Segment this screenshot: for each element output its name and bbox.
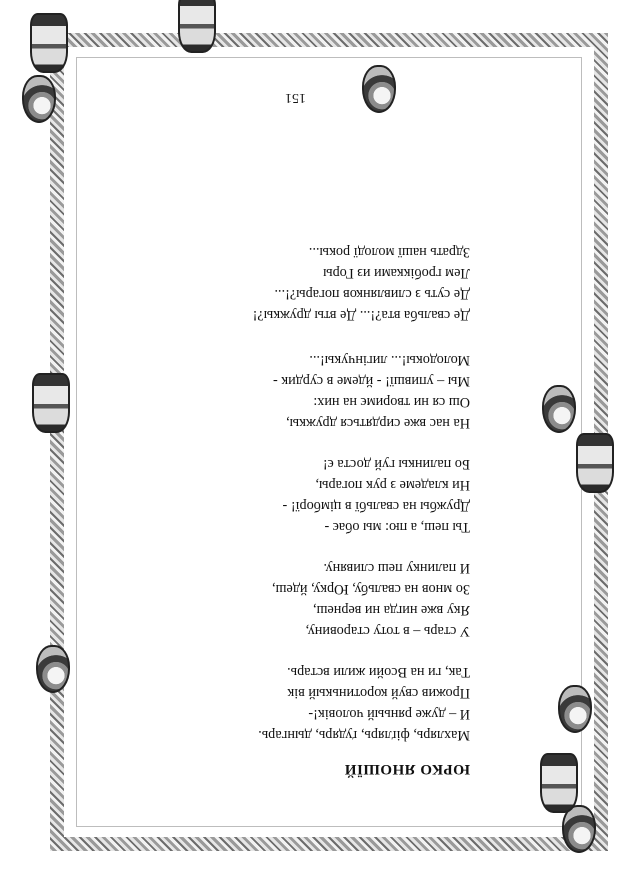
ornament-icon (36, 645, 70, 693)
verse-line: Ни кладеме з рук погары, (315, 477, 470, 493)
verse-line: Ош ся ни творимє на них: (313, 394, 470, 410)
verse-line: У старь – в тоту старовину, (305, 623, 470, 639)
verse-line: Яку вже нигда ни вернеш, (312, 602, 470, 618)
ornament-icon (362, 65, 396, 113)
ornament-icon (22, 75, 56, 123)
poem-title: ЮРКО ЯНОШЇЙ (344, 761, 470, 777)
verse-line: На нас вже сирдяться дружкы, (286, 415, 470, 431)
verse-line: Бо палинкы гуй доста є! (322, 456, 470, 472)
page-number: 151 (285, 90, 306, 105)
verse-line: Так, ги на Всойи жили встарь. (287, 664, 470, 680)
jug-ornament-icon (576, 433, 614, 493)
verse-line: И палинку пеш сливяну. (323, 560, 470, 576)
jug-ornament-icon (540, 753, 578, 813)
stanza-3 (283, 453, 470, 537)
verse-line: Мы – упившї! - йдеме в сурдик - (273, 373, 470, 389)
jug-ornament-icon (30, 13, 68, 73)
verse-line: И – дуже ряньый чоловік!- (308, 706, 470, 722)
stanza-1 (258, 661, 470, 745)
ornament-icon (542, 385, 576, 433)
stanza-4 (273, 349, 470, 433)
verse-line: Де свальба вта?!... Де вты дружкы?! (252, 307, 470, 323)
verse-line: Де суть з сливлянков погары?!... (274, 286, 470, 302)
stanza-2 (272, 557, 470, 641)
verse-line: Здрать нашї молодї рокы... (308, 244, 470, 260)
verse-line: Лем гробікками из Горы (323, 265, 470, 281)
verse-line: Зо мнов на свальбу, Юрку, йдеш, (271, 581, 470, 597)
verse-line: Ты пеш, а пю: мы обає - (324, 519, 470, 535)
stanza-5 (253, 241, 470, 325)
verse-line: Молодокы!... лигінчукы!... (309, 352, 470, 368)
verse-line: Дружбы на свальбї в цімборї! - (282, 498, 470, 514)
jug-ornament-icon (178, 0, 216, 53)
ornament-icon (558, 685, 592, 733)
verse-line: Махлярь, фіґлярь, ґудярь, дынгарь. (258, 727, 470, 743)
jug-ornament-icon (32, 373, 70, 433)
verse-line: Прожив свуй коротинькый вік (287, 685, 470, 701)
